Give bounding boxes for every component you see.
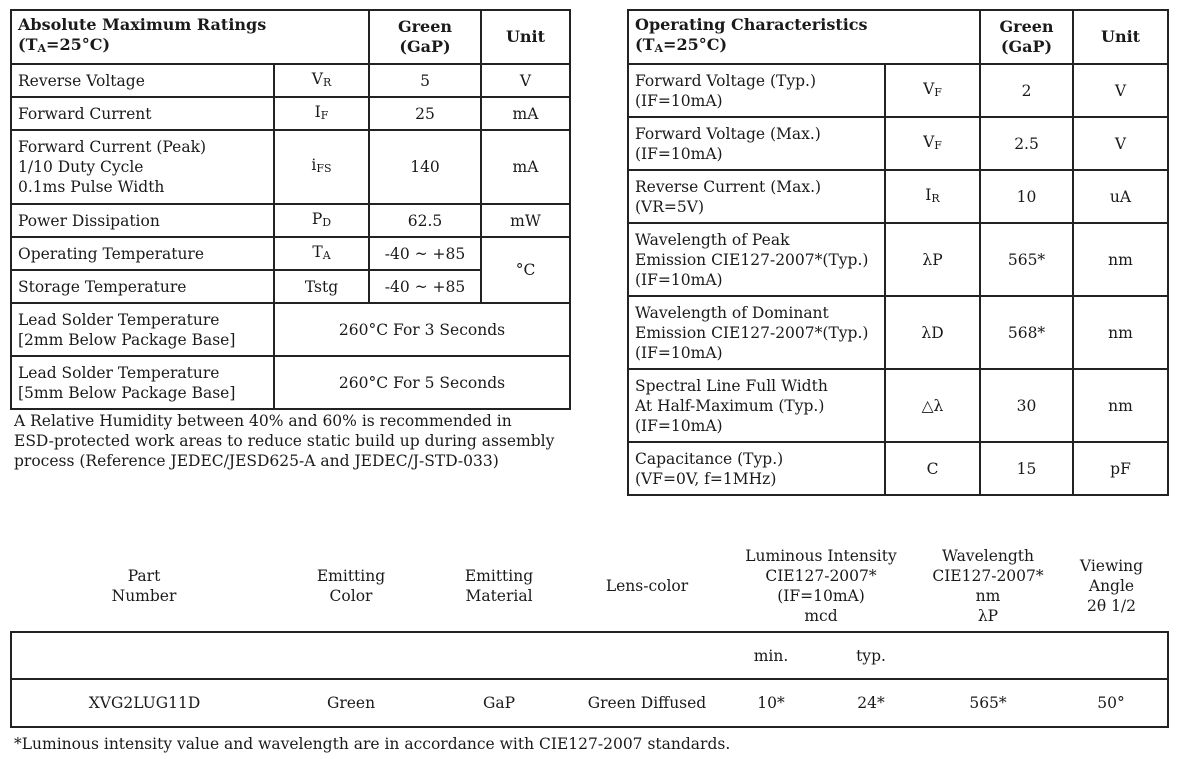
oc-unit: uA: [1073, 170, 1168, 223]
amr-unit: V: [481, 64, 570, 97]
amr-param: Reverse Voltage: [11, 64, 274, 97]
oc-unit: pF: [1073, 442, 1168, 495]
oc-param: Capacitance (Typ.) (VF=0V, f=1MHz): [628, 442, 885, 495]
oc-symbol: VF: [885, 117, 980, 170]
oc-param: Spectral Line Full Width At Half-Maximum (Typ.) (IF=10mA): [628, 369, 885, 442]
amr-value: 5: [369, 64, 481, 97]
oc-symbol: λD: [885, 296, 980, 369]
amr-unit: mA: [481, 97, 570, 130]
oc-unit: V: [1073, 117, 1168, 170]
part-number: XVG2LUG11D: [11, 679, 277, 727]
oc-param: Wavelength of Dominant Emission CIE127-2007*(Typ.) (IF=10mA): [628, 296, 885, 369]
amr-unit: mA: [481, 130, 570, 204]
emitting-material: GaP: [425, 679, 573, 727]
oc-symbol: IR: [885, 170, 980, 223]
amr-value: 25: [369, 97, 481, 130]
absolute-max-ratings-table: [10, 9, 571, 410]
oc-param: Reverse Current (Max.) (VR=5V): [628, 170, 885, 223]
amr-value: -40 ~ +85: [369, 270, 481, 303]
amr-param: Power Dissipation: [11, 204, 274, 237]
amr-row: [11, 237, 570, 270]
hdr-viewing-angle: Viewing Angle 2θ 1/2: [1079, 556, 1144, 615]
amr-symbol: VR: [274, 64, 369, 97]
oc-unit: nm: [1073, 296, 1168, 369]
amr-col-green-line2: (GaP): [399, 37, 451, 56]
oc-param: Forward Voltage (Max.) (IF=10mA): [628, 117, 885, 170]
oc-unit: V: [1073, 64, 1168, 117]
oc-col-green-line2: (GaP): [1000, 37, 1053, 56]
footnote: *Luminous intensity value and wavelength are in accordance with CIE127-2007 standards.: [14, 735, 731, 753]
amr-param: Forward Current: [11, 97, 274, 130]
oc-row: [628, 170, 1168, 223]
humidity-note-line1: A Relative Humidity between 40% and 60% is recommended in: [14, 412, 512, 430]
amr-span-value: 260°C For 3 Seconds: [274, 303, 570, 356]
luminous-typ: 24*: [821, 679, 921, 727]
oc-row: [628, 369, 1168, 442]
oc-row: [628, 117, 1168, 170]
oc-title-line2: (TA=25°C): [635, 35, 728, 55]
amr-symbol: PD: [274, 204, 369, 237]
hdr-luminous-intensity: Luminous Intensity CIE127-2007* (IF=10mA) mcd: [745, 546, 897, 625]
amr-row: [11, 64, 570, 97]
oc-unit: nm: [1073, 369, 1168, 442]
hdr-emitting-material: Emitting Material: [464, 566, 534, 605]
amr-symbol: IF: [274, 97, 369, 130]
amr-title-line1: Absolute Maximum Ratings: [18, 15, 267, 34]
oc-symbol: △λ: [885, 369, 980, 442]
amr-value: 140: [369, 130, 481, 204]
amr-value: -40 ~ +85: [369, 237, 481, 270]
amr-col-unit: Unit: [481, 10, 570, 64]
sub-min: min.: [721, 632, 821, 679]
hdr-part-number: Part Number: [111, 566, 177, 605]
oc-value: 15: [980, 442, 1073, 495]
amr-symbol: TA: [274, 237, 369, 270]
part-row: [11, 679, 1168, 727]
hdr-emitting-color: Emitting Color: [316, 566, 386, 605]
amr-param: Lead Solder Temperature [5mm Below Package Base]: [11, 356, 274, 409]
amr-value: 62.5: [369, 204, 481, 237]
amr-unit: °C: [481, 237, 570, 303]
luminous-min: 10*: [721, 679, 821, 727]
amr-title: [11, 10, 369, 64]
humidity-note-line2: ESD-protected work areas to reduce static build up during assembly: [14, 432, 555, 450]
wavelength-value: 565*: [921, 679, 1055, 727]
amr-col-green-line1: Green: [397, 17, 453, 36]
amr-row: [11, 130, 570, 204]
amr-row: [11, 204, 570, 237]
oc-title: [628, 10, 980, 64]
sub-typ: typ.: [821, 632, 921, 679]
oc-row: [628, 442, 1168, 495]
amr-title-line2: (TA=25°C): [18, 35, 111, 55]
viewing-angle: 50°: [1055, 679, 1168, 727]
oc-row: [628, 64, 1168, 117]
oc-symbol: λP: [885, 223, 980, 296]
amr-param: Operating Temperature: [11, 237, 274, 270]
amr-col-green: [369, 10, 481, 64]
oc-col-green-line1: Green: [999, 17, 1054, 36]
amr-unit: mW: [481, 204, 570, 237]
amr-row: [11, 356, 570, 409]
part-number-table: [10, 540, 1169, 728]
amr-symbol: iFS: [274, 130, 369, 204]
oc-title-line1: Operating Characteristics: [635, 15, 868, 34]
oc-row: [628, 296, 1168, 369]
oc-col-green: [980, 10, 1073, 64]
oc-param: Wavelength of Peak Emission CIE127-2007*(Typ.) (IF=10mA): [628, 223, 885, 296]
oc-value: 30: [980, 369, 1073, 442]
oc-symbol: C: [885, 442, 980, 495]
oc-row: [628, 223, 1168, 296]
operating-characteristics-table: [627, 9, 1169, 496]
subheader-row: [11, 632, 1168, 679]
amr-row: [11, 303, 570, 356]
oc-col-unit: Unit: [1073, 10, 1168, 64]
lens-color: Green Diffused: [573, 679, 721, 727]
oc-unit: nm: [1073, 223, 1168, 296]
amr-param: Storage Temperature: [11, 270, 274, 303]
amr-param: Lead Solder Temperature [2mm Below Package Base]: [11, 303, 274, 356]
amr-span-value: 260°C For 5 Seconds: [274, 356, 570, 409]
humidity-note-line3: process (Reference JEDEC/JESD625-A and JEDEC/J-STD-033): [14, 452, 499, 470]
oc-value: 2: [980, 64, 1073, 117]
amr-param: Forward Current (Peak) 1/10 Duty Cycle 0.1ms Pulse Width: [11, 130, 274, 204]
hdr-wavelength: Wavelength CIE127-2007* nm λP: [932, 546, 1044, 625]
humidity-note: [14, 411, 574, 471]
amr-row: [11, 97, 570, 130]
emitting-color: Green: [277, 679, 425, 727]
oc-value: 568*: [980, 296, 1073, 369]
oc-value: 10: [980, 170, 1073, 223]
oc-value: 565*: [980, 223, 1073, 296]
oc-value: 2.5: [980, 117, 1073, 170]
oc-symbol: VF: [885, 64, 980, 117]
hdr-lens-color: Lens-color: [605, 576, 689, 595]
amr-symbol: Tstg: [274, 270, 369, 303]
oc-param: Forward Voltage (Typ.) (IF=10mA): [628, 64, 885, 117]
